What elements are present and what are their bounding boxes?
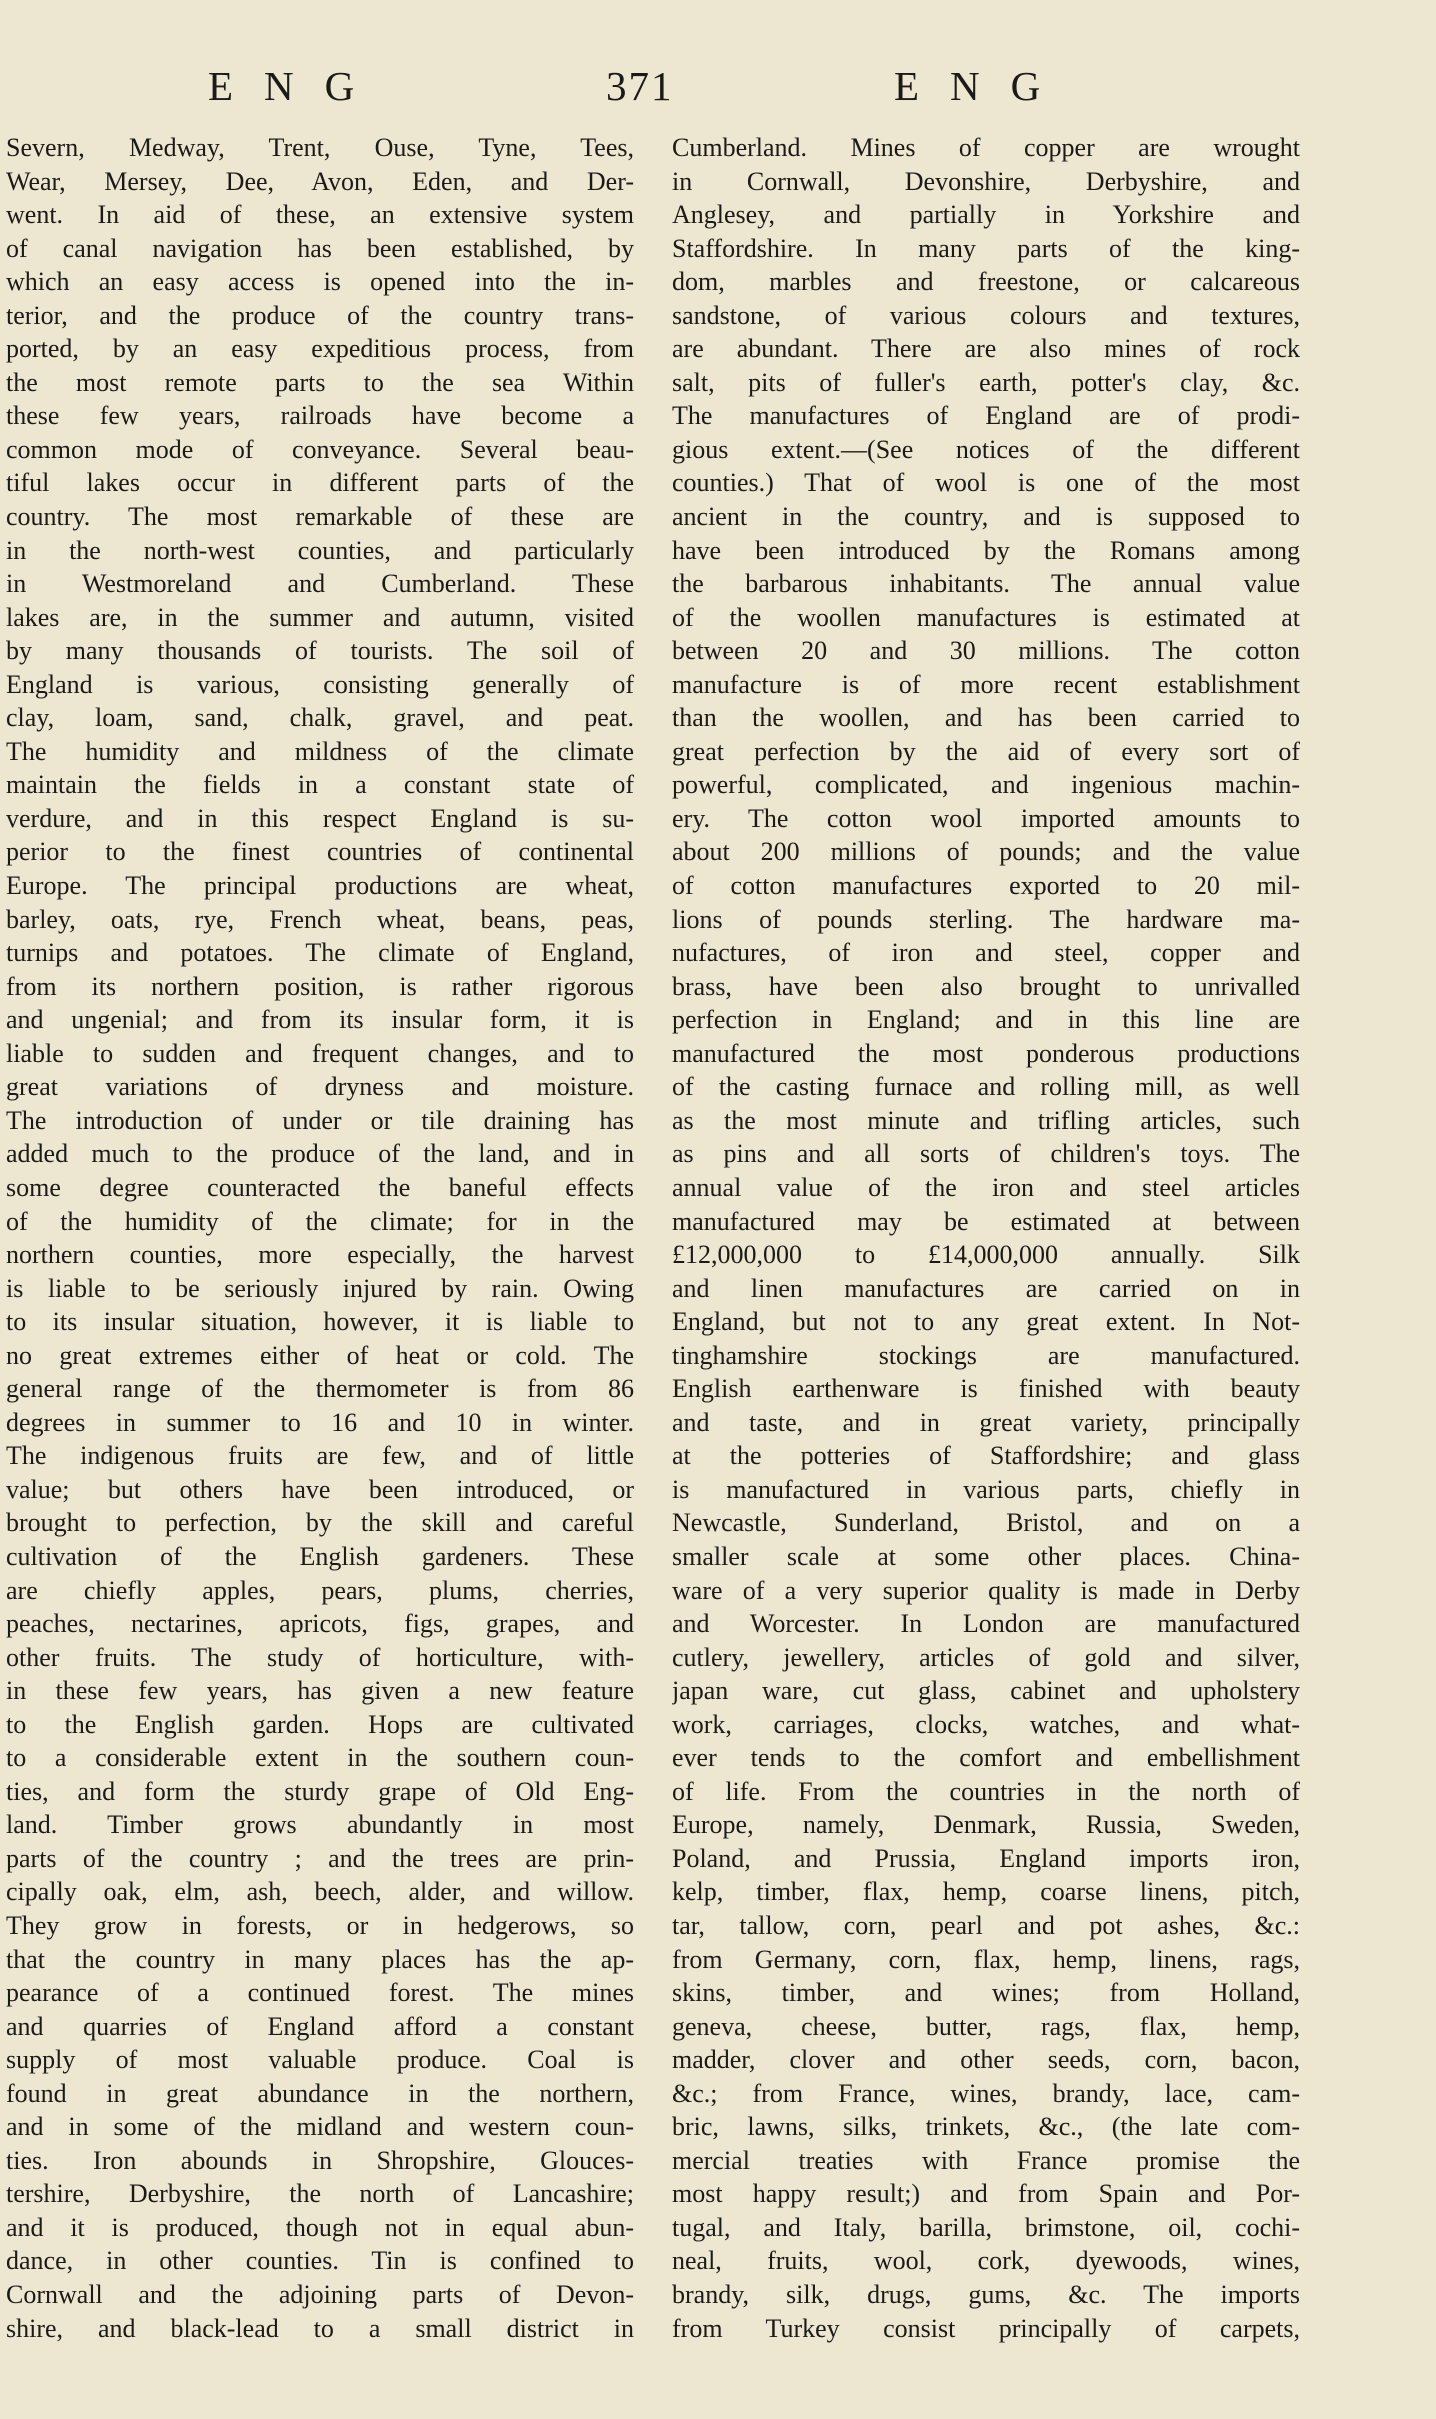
text-line: and ungenial; and from its insular form, it is	[6, 1005, 634, 1035]
text-line: land. Timber grows abundantly in most	[6, 1810, 634, 1840]
text-line: and Worcester. In London are manufactured	[672, 1609, 1300, 1639]
text-line: maintain the fields in a constant state of	[6, 770, 634, 800]
text-line: of the humidity of the climate; for in the	[6, 1206, 634, 1236]
text-line: parts of the country ; and the trees are prin-	[6, 1843, 634, 1873]
text-line: by many thousands of tourists. The soil of	[6, 636, 634, 666]
text-line: dom, marbles and freestone, or calcareous	[672, 267, 1300, 297]
text-line: peaches, nectarines, apricots, figs, grapes, and	[6, 1609, 634, 1639]
text-line: from its northern position, is rather rigorous	[6, 971, 634, 1001]
text-line: tiful lakes occur in different parts of the	[6, 468, 634, 498]
text-line: as the most minute and trifling articles, such	[672, 1105, 1300, 1135]
text-line: annual value of the iron and steel articles	[672, 1172, 1300, 1202]
text-line: and taste, and in great variety, principally	[672, 1407, 1300, 1437]
text-line: of canal navigation has been established, by	[6, 233, 634, 263]
text-line: the most remote parts to the sea Within	[6, 367, 634, 397]
text-line: skins, timber, and wines; from Holland,	[672, 1978, 1300, 2008]
text-line: from Turkey consist principally of carpets,	[672, 2313, 1300, 2343]
text-line: of life. From the countries in the north of	[672, 1776, 1300, 1806]
text-line: and linen manufactures are carried on in	[672, 1273, 1300, 1303]
text-line: ties, and form the sturdy grape of Old Eng-	[6, 1776, 634, 1806]
text-line: England, but not to any great extent. In Not-	[672, 1307, 1300, 1337]
text-line: country. The most remarkable of these are	[6, 502, 634, 532]
right-text-column	[672, 131, 1300, 2345]
text-line: these few years, railroads have become a	[6, 401, 634, 431]
text-line: neal, fruits, wool, cork, dyewoods, wines,	[672, 2246, 1300, 2276]
text-line: gious extent.—(See notices of the different	[672, 434, 1300, 464]
text-line: no great extremes either of heat or cold. The	[6, 1340, 634, 1370]
text-line: to a considerable extent in the southern coun-	[6, 1743, 634, 1773]
text-line: northern counties, more especially, the harvest	[6, 1240, 634, 1270]
text-line: ancient in the country, and is supposed to	[672, 502, 1300, 532]
text-line: manufactured the most ponderous productions	[672, 1038, 1300, 1068]
text-line: in Westmoreland and Cumberland. These	[6, 569, 634, 599]
text-line: general range of the thermometer is from 86	[6, 1374, 634, 1404]
text-line: lions of pounds sterling. The hardware ma-	[672, 904, 1300, 934]
text-line: to the English garden. Hops are cultivated	[6, 1709, 634, 1739]
text-line: £12,000,000 to £14,000,000 annually. Silk	[672, 1240, 1300, 1270]
text-line: between 20 and 30 millions. The cotton	[672, 636, 1300, 666]
text-line: tershire, Derbyshire, the north of Lancashire;	[6, 2179, 634, 2209]
text-line: turnips and potatoes. The climate of England,	[6, 938, 634, 968]
text-line: to its insular situation, however, it is liable to	[6, 1307, 634, 1337]
text-line: in Cornwall, Devonshire, Derbyshire, and	[672, 166, 1300, 196]
text-line: in the north-west counties, and particularly	[6, 535, 634, 565]
page-number: 371	[606, 63, 674, 109]
text-line: terior, and the produce of the country trans-	[6, 300, 634, 330]
text-line: and in some of the midland and western coun-	[6, 2112, 634, 2142]
text-line: great variations of dryness and moisture.	[6, 1072, 634, 1102]
text-line: are abundant. There are also mines of rock	[672, 334, 1300, 364]
text-line: counties.) That of wool is one of the most	[672, 468, 1300, 498]
text-line: Cornwall and the adjoining parts of Devon-	[6, 2280, 634, 2309]
text-line: geneva, cheese, butter, rags, flax, hemp,	[672, 2011, 1300, 2041]
text-line: cipally oak, elm, ash, beech, alder, and willow.	[6, 1877, 634, 1907]
text-line: in these few years, has given a new feature	[6, 1676, 634, 1706]
text-line: Europe, namely, Denmark, Russia, Sweden,	[672, 1810, 1300, 1840]
text-line: ported, by an easy expeditious process, from	[6, 334, 634, 364]
text-line: ery. The cotton wool imported amounts to	[672, 803, 1300, 833]
text-line: than the woollen, and has been carried to	[672, 703, 1300, 733]
text-line: of the woollen manufactures is estimated at	[672, 602, 1300, 632]
text-line: common mode of conveyance. Several beau-	[6, 434, 634, 464]
text-line: cutlery, jewellery, articles of gold and silver,	[672, 1642, 1300, 1672]
text-line: and it is produced, though not in equal abun-	[6, 2212, 634, 2242]
text-line: from Germany, corn, flax, hemp, linens, rags,	[672, 1944, 1300, 1974]
text-line: cultivation of the English gardeners. These	[6, 1541, 634, 1571]
text-line: supply of most valuable produce. Coal is	[6, 2045, 634, 2075]
text-line: tinghamshire stockings are manufactured.	[672, 1340, 1300, 1370]
left-text-column	[6, 131, 634, 2345]
text-line: other fruits. The study of horticulture, with-	[6, 1642, 634, 1672]
text-line: brass, have been also brought to unrivalled	[672, 971, 1300, 1001]
text-line: and quarries of England afford a constant	[6, 2011, 634, 2041]
text-line: perior to the finest countries of continental	[6, 837, 634, 867]
text-line: some degree counteracted the baneful effects	[6, 1172, 634, 1202]
text-line: pearance of a continued forest. The mines	[6, 1978, 634, 2008]
text-line: The humidity and mildness of the climate	[6, 736, 634, 766]
text-line: English earthenware is finished with beauty	[672, 1374, 1300, 1404]
text-line: ware of a very superior quality is made in Derby	[672, 1575, 1300, 1605]
text-line: dance, in other counties. Tin is confined to	[6, 2246, 634, 2276]
text-line: powerful, complicated, and ingenious machin-	[672, 770, 1300, 800]
text-line: perfection in England; and in this line are	[672, 1005, 1300, 1035]
text-line: japan ware, cut glass, cabinet and upholstery	[672, 1676, 1300, 1706]
right-headword: ENG	[894, 63, 1072, 109]
text-line: kelp, timber, flax, hemp, coarse linens, pitch,	[672, 1877, 1300, 1907]
text-line: as pins and all sorts of children's toys. The	[672, 1139, 1300, 1169]
text-line: manufacture is of more recent establishment	[672, 669, 1300, 699]
text-line: madder, clover and other seeds, corn, bacon,	[672, 2045, 1300, 2075]
text-line: are chiefly apples, pears, plums, cherries,	[6, 1575, 634, 1605]
text-line: is liable to be seriously injured by rain. Owing	[6, 1273, 634, 1303]
text-line: tugal, and Italy, barilla, brimstone, oil, cochi-	[672, 2212, 1300, 2242]
text-line: Cumberland. Mines of copper are wrought	[672, 133, 1300, 162]
text-line: of the casting furnace and rolling mill, as well	[672, 1072, 1300, 1102]
text-line: mercial treaties with France promise the	[672, 2145, 1300, 2175]
text-line: clay, loam, sand, chalk, gravel, and peat.	[6, 703, 634, 733]
text-line: of cotton manufactures exported to 20 mil-	[672, 871, 1300, 901]
text-line: Wear, Mersey, Dee, Avon, Eden, and Der-	[6, 166, 634, 196]
text-line: degrees in summer to 16 and 10 in winter.	[6, 1407, 634, 1437]
text-line: found in great abundance in the northern,	[6, 2078, 634, 2108]
text-line: which an easy access is opened into the in-	[6, 267, 634, 297]
text-line: tar, tallow, corn, pearl and pot ashes, &c.:	[672, 1910, 1300, 1940]
text-line: Anglesey, and partially in Yorkshire and	[672, 200, 1300, 230]
text-line: have been introduced by the Romans among	[672, 535, 1300, 565]
text-line: lakes are, in the summer and autumn, visited	[6, 602, 634, 632]
running-header	[0, 62, 1436, 122]
text-line: They grow in forests, or in hedgerows, so	[6, 1910, 634, 1940]
text-line: the barbarous inhabitants. The annual value	[672, 569, 1300, 599]
text-line: went. In aid of these, an extensive system	[6, 200, 634, 230]
text-line: about 200 millions of pounds; and the value	[672, 837, 1300, 867]
text-line: most happy result;) and from Spain and Por-	[672, 2179, 1300, 2209]
text-line: Poland, and Prussia, England imports iron,	[672, 1843, 1300, 1873]
text-line: verdure, and in this respect England is su-	[6, 803, 634, 833]
text-line: ties. Iron abounds in Shropshire, Glouces-	[6, 2145, 634, 2175]
text-line: manufactured may be estimated at between	[672, 1206, 1300, 1236]
text-line: work, carriages, clocks, watches, and what-	[672, 1709, 1300, 1739]
text-line: liable to sudden and frequent changes, and to	[6, 1038, 634, 1068]
text-line: smaller scale at some other places. China-	[672, 1541, 1300, 1571]
text-line: England is various, consisting generally of	[6, 669, 634, 699]
text-line: is manufactured in various parts, chiefly in	[672, 1474, 1300, 1504]
text-line: at the potteries of Staffordshire; and glass	[672, 1441, 1300, 1471]
text-line: sandstone, of various colours and textures,	[672, 300, 1300, 330]
text-line: shire, and black-lead to a small district in	[6, 2313, 634, 2343]
text-line: nufactures, of iron and steel, copper and	[672, 938, 1300, 968]
text-line: Europe. The principal productions are wheat,	[6, 871, 634, 901]
text-line: great perfection by the aid of every sort of	[672, 736, 1300, 766]
text-line: Severn, Medway, Trent, Ouse, Tyne, Tees,	[6, 133, 634, 162]
text-line: salt, pits of fuller's earth, potter's clay, &c.	[672, 367, 1300, 397]
text-line: The manufactures of England are of prodi-	[672, 401, 1300, 431]
text-line: The indigenous fruits are few, and of little	[6, 1441, 634, 1471]
text-line: Staffordshire. In many parts of the king-	[672, 233, 1300, 263]
text-line: brought to perfection, by the skill and careful	[6, 1508, 634, 1538]
text-line: Newcastle, Sunderland, Bristol, and on a	[672, 1508, 1300, 1538]
text-line: &c.; from France, wines, brandy, lace, cam-	[672, 2078, 1300, 2108]
left-headword: ENG	[208, 63, 386, 109]
text-line: added much to the produce of the land, and in	[6, 1139, 634, 1169]
text-line: barley, oats, rye, French wheat, beans, peas,	[6, 904, 634, 934]
text-line: that the country in many places has the ap-	[6, 1944, 634, 1974]
text-line: The introduction of under or tile draining has	[6, 1105, 634, 1135]
text-line: bric, lawns, silks, trinkets, &c., (the late com-	[672, 2112, 1300, 2142]
text-line: brandy, silk, drugs, gums, &c. The imports	[672, 2280, 1300, 2309]
text-line: value; but others have been introduced, or	[6, 1474, 634, 1504]
text-line: ever tends to the comfort and embellishment	[672, 1743, 1300, 1773]
